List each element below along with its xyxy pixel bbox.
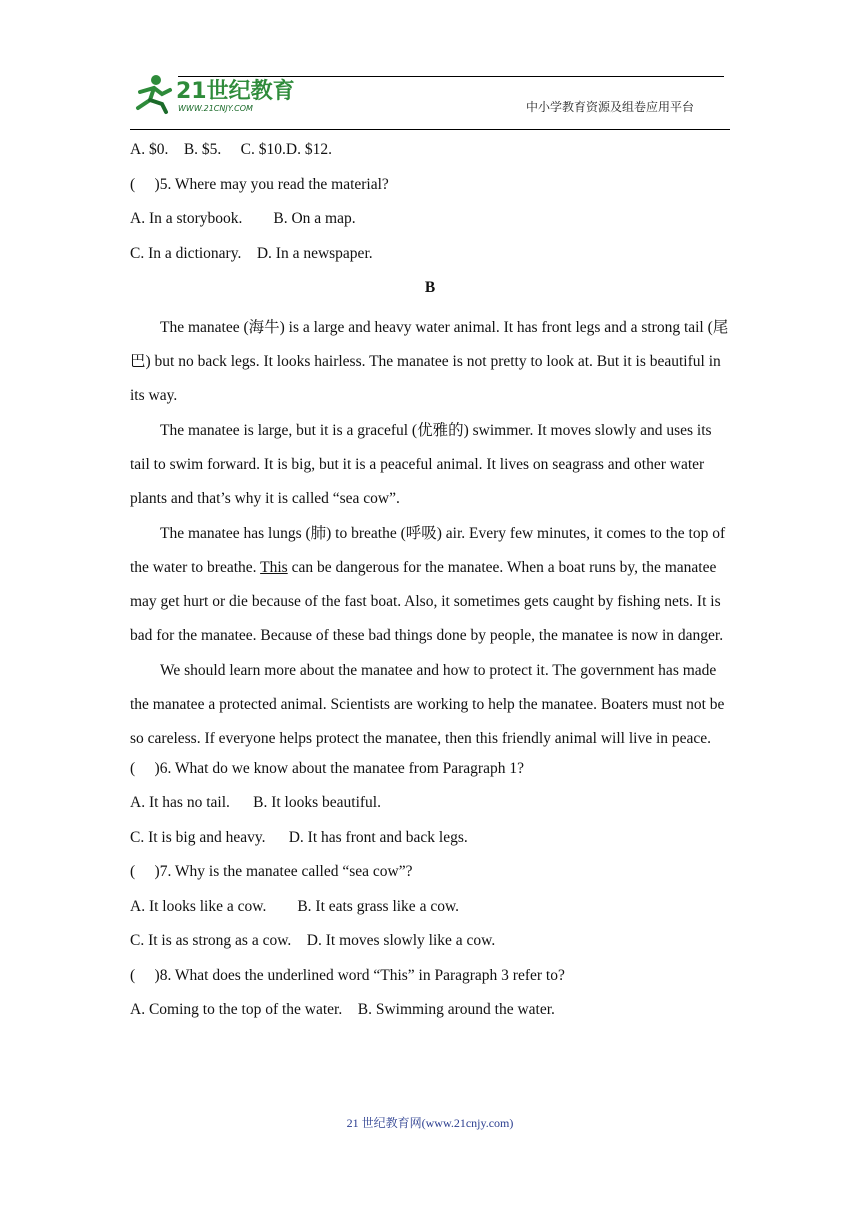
paragraph-3-text-start: The manatee has lungs (肺) to breathe (呼吸) air. Every few minutes, it comes to the top of the water to breathe.: [130, 524, 726, 576]
header-bottom-rule: [130, 129, 730, 130]
passage-paragraph-2: The manatee is large, but it is a graceful (优雅的) swimmer. It moves slowly and uses its tail to swim forward. It is big, but it is a peaceful animal. It lives on seagrass and other water plants and that’s why it is called “sea cow”.: [130, 421, 712, 507]
document-body: [130, 138, 730, 1033]
q5-options-row1: A. In a storybook. B. On a map.: [130, 210, 356, 227]
q5-stem: ( )5. Where may you read the material?: [130, 175, 389, 193]
logo-text: 21世纪教育: [176, 79, 295, 104]
q7-options-row2: C. It is as strong as a cow. D. It moves slowly like a cow.: [130, 932, 496, 949]
q8-options-row1: A. Coming to the top of the water. B. Swimming around the water.: [130, 1001, 555, 1018]
q5-options-row2: C. In a dictionary. D. In a newspaper.: [130, 244, 373, 262]
q4-options: A. $0. B. $5. C. $10.D. $12.: [130, 141, 332, 158]
q7-options-row1: A. It looks like a cow. B. It eats grass like a cow.: [130, 897, 460, 915]
site-name: 中小学教育资源及组卷应用平台: [526, 100, 695, 114]
q6-stem: ( )6. What do we know about the manatee from Paragraph 1?: [130, 759, 524, 777]
page-footer: 21 世纪教育网(www.21cnjy.com): [346, 1116, 514, 1130]
passage-paragraph-4: We should learn more about the manatee and how to protect it. The government has made the manatee a protected animal. Scientists are working to help the manatee. Boaters must not be so careless. If everyone helps protect the manatee, then this friendly animal will live in peace.: [130, 661, 725, 747]
q6-options-row1: A. It has no tail. B. It looks beautiful.: [130, 794, 381, 811]
runner-icon: [138, 75, 170, 112]
logo-url-text: WWW.21CNJY.COM: [178, 104, 253, 113]
q6-options-row2: C. It is big and heavy. D. It has front and back legs.: [130, 828, 468, 846]
passage-paragraph-3: [130, 517, 730, 653]
q8-stem: ( )8. What does the underlined word “This” in Paragraph 3 refer to?: [130, 966, 565, 984]
paragraph-3-text-end: can be dangerous for the manatee. When a boat runs by, the manatee may get hurt or die because of the fast boat. Also, it sometimes gets caught by fishing nets. It is bad for the manatee. Because of these bad things done by people, the manatee is now in danger.: [130, 558, 724, 644]
section-heading: B: [424, 279, 436, 296]
underlined-word: This: [260, 558, 288, 576]
q7-stem: ( )7. Why is the manatee called “sea cow”?: [130, 863, 413, 880]
passage-paragraph-1: The manatee (海牛) is a large and heavy water animal. It has front legs and a strong tail (尾巴) but no back legs. It looks hairless. The manatee is not pretty to look at. But it is beautiful in its way.: [130, 318, 729, 404]
site-logo: [126, 72, 296, 116]
